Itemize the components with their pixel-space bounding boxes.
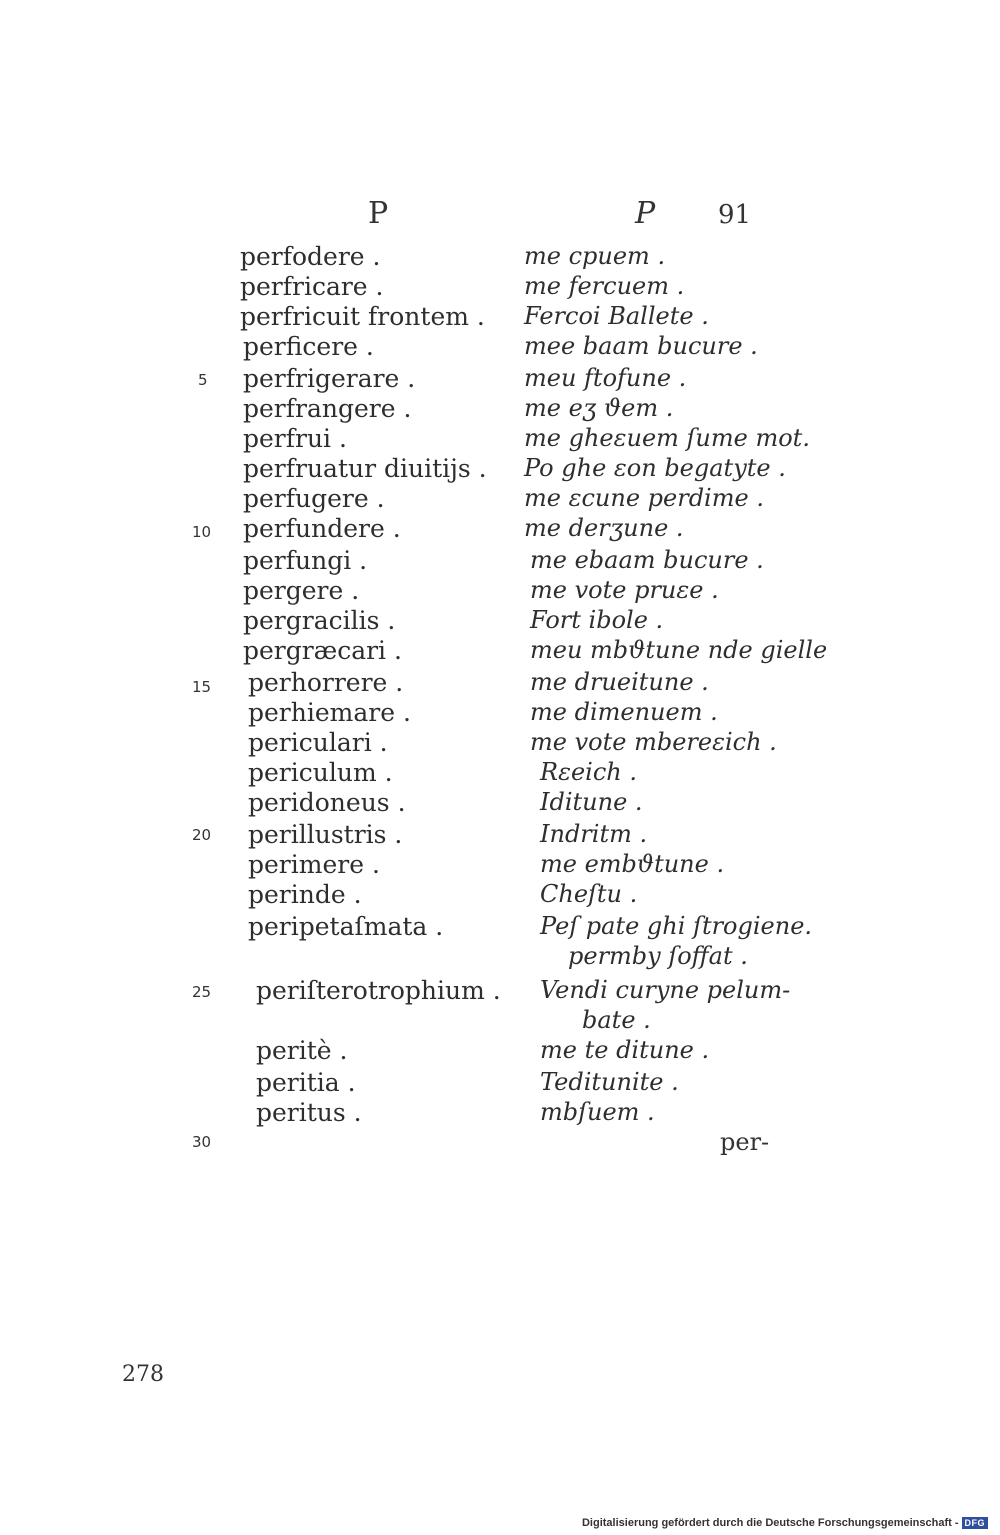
- latin-term: perfrigerare .: [243, 364, 416, 393]
- albanian-translation: Indritm .: [540, 820, 648, 848]
- page-number: 91: [718, 200, 752, 230]
- line-number: 10: [192, 523, 212, 541]
- line-number: 5: [198, 371, 208, 389]
- albanian-translation: Peſ pate ghi ſtrogiene.: [540, 912, 813, 940]
- line-number: 30: [192, 1133, 212, 1151]
- latin-term: periculum .: [248, 758, 393, 787]
- latin-term: perfricare .: [240, 272, 384, 301]
- dfg-logo: DFG: [962, 1517, 989, 1529]
- column-header-right: P: [635, 196, 656, 231]
- latin-term: perfugere .: [243, 484, 385, 513]
- footer-text: Digitalisierung gefördert durch die Deutsche Forschungsgemeinschaft -: [581, 1517, 959, 1529]
- latin-term: pergracilis .: [243, 606, 396, 635]
- latin-term: periculari .: [248, 728, 388, 757]
- column-header-left: P: [368, 196, 389, 231]
- folio-number: 278: [122, 1362, 164, 1387]
- albanian-translation: meu mbϑtune nde gielle: [530, 636, 828, 664]
- latin-term: perfrui .: [243, 424, 347, 453]
- latin-term: perfundere .: [243, 514, 401, 543]
- latin-term: perficere .: [243, 332, 374, 361]
- line-number: 25: [192, 983, 212, 1001]
- albanian-translation: me te ditune .: [540, 1036, 710, 1064]
- latin-term: peripetaſmata .: [248, 912, 444, 941]
- latin-term: pergere .: [243, 576, 360, 605]
- latin-term: perfodere .: [240, 242, 381, 271]
- latin-term: perinde .: [248, 880, 362, 909]
- latin-term: peritus .: [256, 1098, 362, 1127]
- albanian-translation: permby ſoffat .: [568, 942, 748, 970]
- albanian-translation: me ɛcune perdime .: [524, 484, 764, 512]
- albanian-translation: Fercoi Ballete .: [524, 302, 709, 330]
- albanian-translation: meu ftofune .: [524, 364, 687, 392]
- latin-term: perillustris .: [248, 820, 403, 849]
- albanian-translation: me embϑtune .: [540, 850, 725, 878]
- albanian-translation: me derʒune .: [524, 514, 684, 542]
- albanian-translation: me fercuem .: [524, 272, 685, 300]
- albanian-translation: bate .: [582, 1006, 651, 1034]
- albanian-translation: me gheɛuem ſume mot.: [524, 424, 810, 452]
- albanian-translation: me dimenuem .: [530, 698, 718, 726]
- albanian-translation: mee baam bucure .: [524, 332, 758, 360]
- latin-term: pergræcari .: [243, 636, 402, 665]
- albanian-translation: me ebaam bucure .: [530, 546, 764, 574]
- latin-term: perimere .: [248, 850, 380, 879]
- line-number: 20: [192, 826, 212, 844]
- albanian-translation: me eʒ ϑem .: [524, 394, 674, 422]
- digitization-footer: [582, 1517, 988, 1529]
- catchword: per-: [720, 1128, 770, 1156]
- latin-term: perfricuit frontem .: [240, 302, 485, 331]
- line-number: 15: [192, 678, 212, 696]
- albanian-translation: Cheſtu .: [540, 880, 638, 908]
- latin-term: periſterotrophium .: [256, 976, 501, 1005]
- albanian-translation: me cpuem .: [524, 242, 666, 270]
- albanian-translation: mbſuem .: [540, 1098, 655, 1126]
- albanian-translation: Po ghe ɛon begatyte .: [524, 454, 786, 482]
- latin-term: perhorrere .: [248, 668, 404, 697]
- albanian-translation: Rɛeich .: [540, 758, 637, 786]
- latin-term: peritè .: [256, 1036, 348, 1065]
- albanian-translation: Teditunite .: [540, 1068, 679, 1096]
- albanian-translation: Vendi curyne pelum-: [540, 976, 791, 1004]
- latin-term: perfungi .: [243, 546, 368, 575]
- albanian-translation: me vote mbereɛich .: [530, 728, 777, 756]
- albanian-translation: me drueitune .: [530, 668, 709, 696]
- latin-term: peritia .: [256, 1068, 356, 1097]
- latin-term: peridoneus .: [248, 788, 406, 817]
- latin-term: perfruatur diuitijs .: [243, 454, 487, 483]
- albanian-translation: Iditune .: [540, 788, 643, 816]
- albanian-translation: Fort ibole .: [530, 606, 664, 634]
- latin-term: perhiemare .: [248, 698, 411, 727]
- albanian-translation: me vote pruɛe .: [530, 576, 719, 604]
- latin-term: perfrangere .: [243, 394, 412, 423]
